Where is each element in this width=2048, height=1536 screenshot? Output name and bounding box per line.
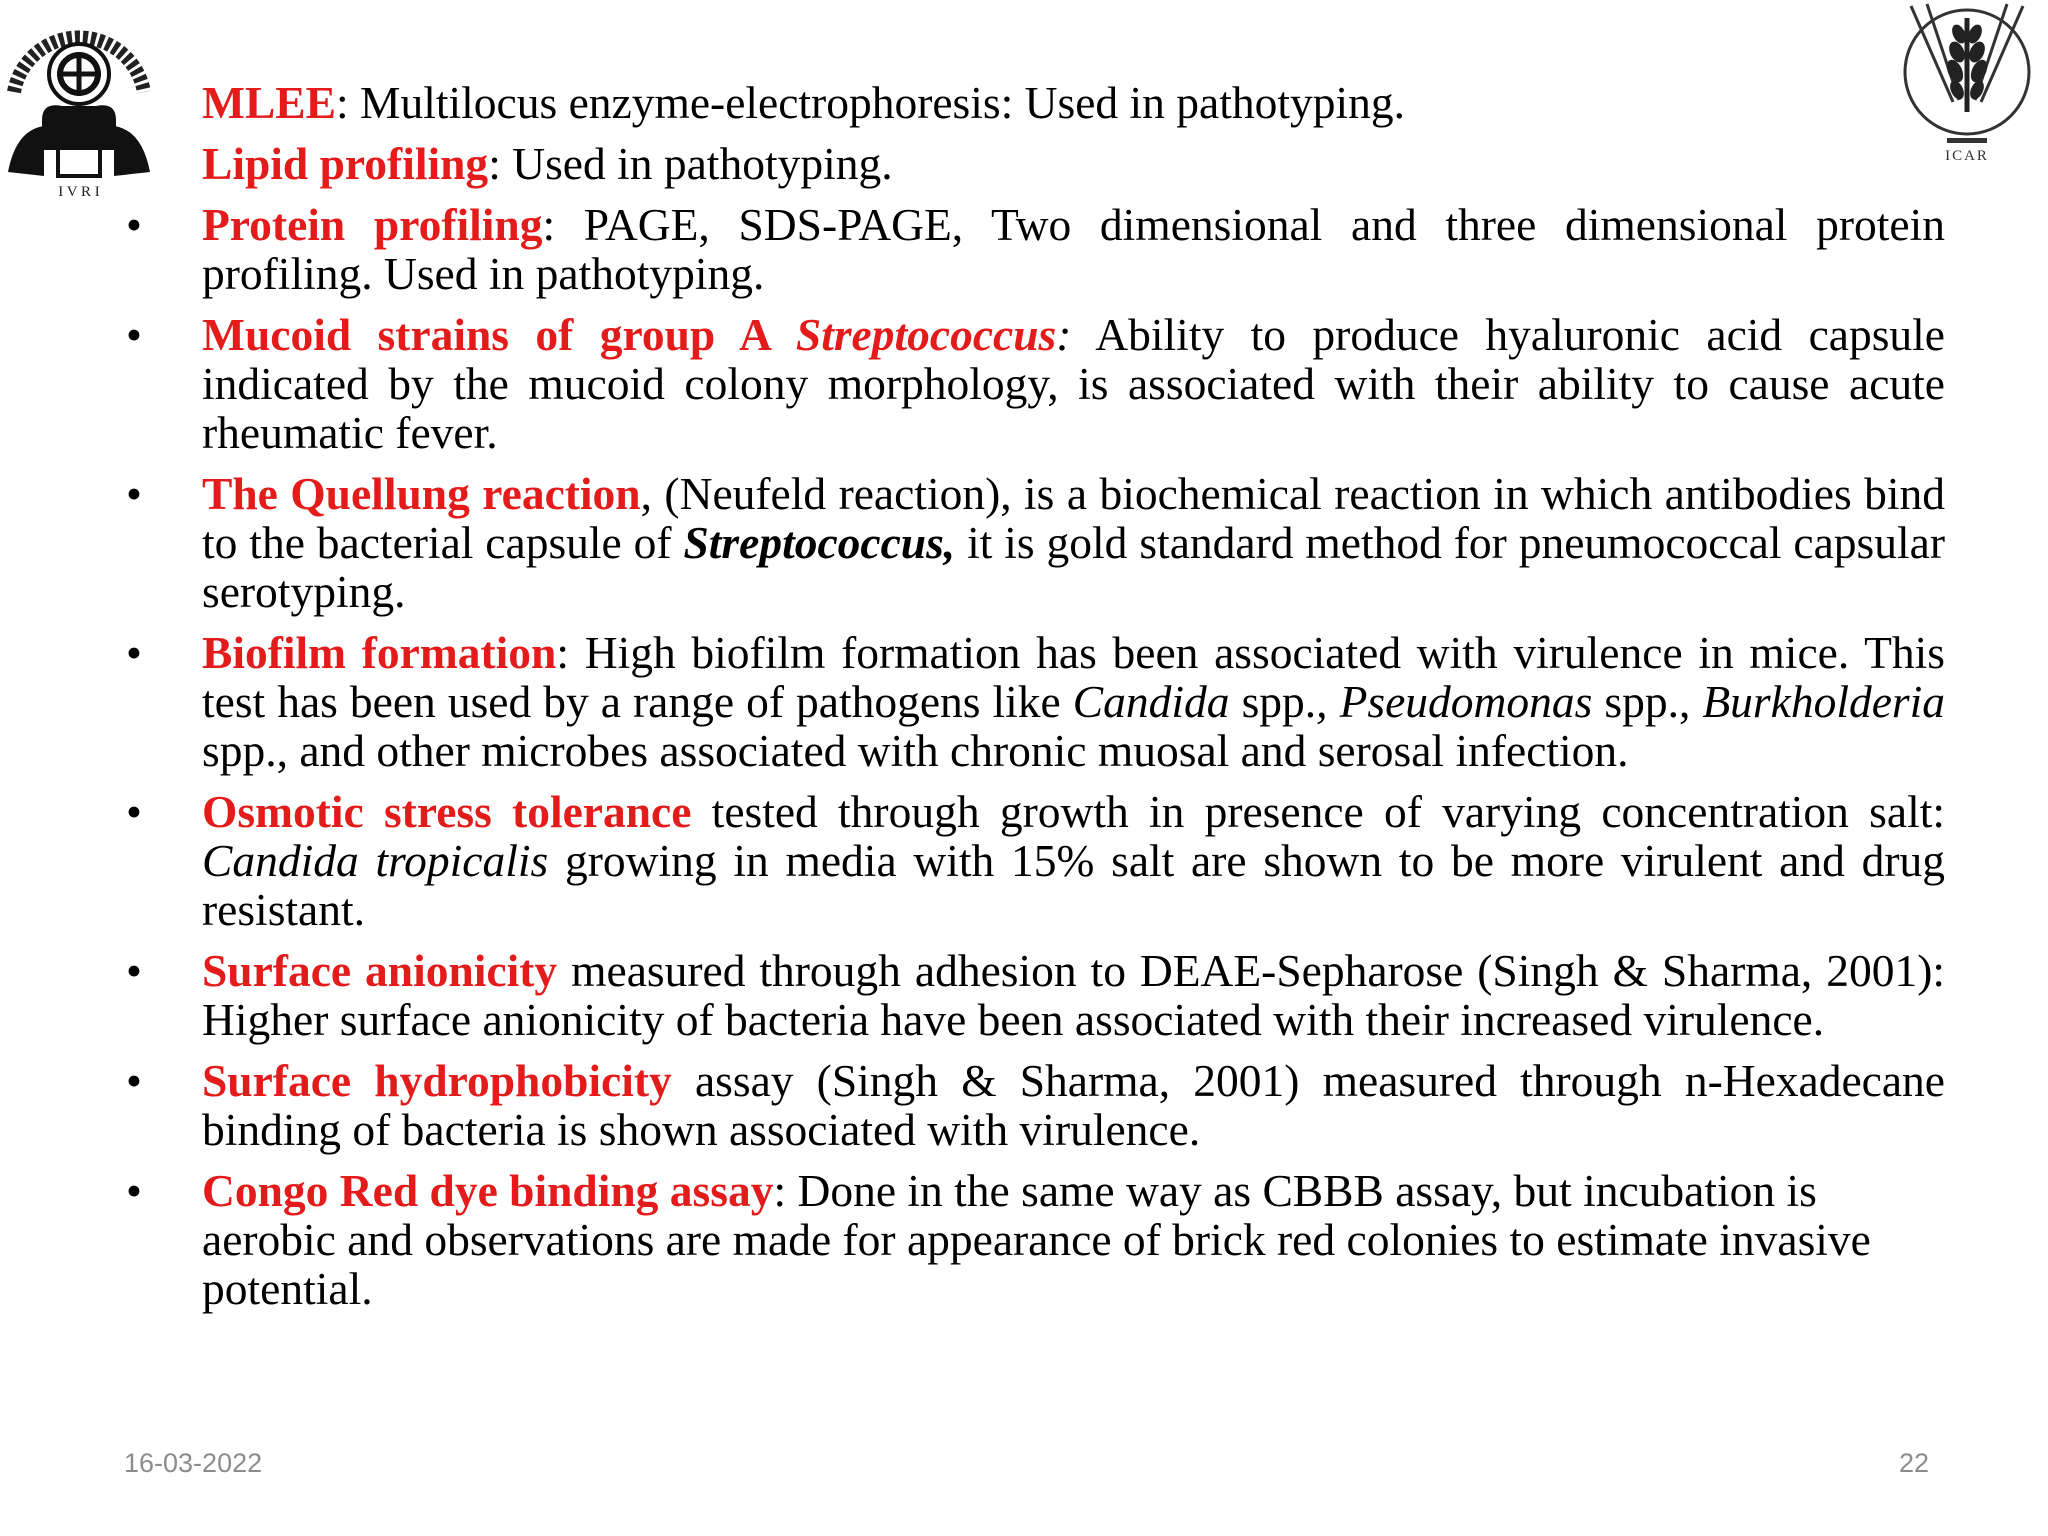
icar-caption: ICAR xyxy=(1945,148,1989,164)
text-span: Ability to produce hyaluronic acid capsule indicated by the mucoid colony morphology, is associated with their ability to cause acute rheumatic fever. xyxy=(202,309,1945,458)
text-span: tested through growth in presence of varying concentration salt: xyxy=(691,786,1945,837)
text-span: Candida tropicalis xyxy=(202,835,549,886)
bullet-marker: • xyxy=(126,199,142,250)
bullet-text xyxy=(202,1056,1945,1154)
term-highlight: Lipid profiling xyxy=(202,138,489,189)
bullet-marker: • xyxy=(126,627,142,678)
term-highlight: Congo Red dye binding assay xyxy=(202,1165,774,1216)
text-span: growing in media with 15% salt are shown to be more virulent and drug resistant. xyxy=(202,835,1945,935)
bullet-item xyxy=(110,1166,1945,1313)
bullet-marker xyxy=(110,139,202,188)
bullet-marker: • xyxy=(126,1165,142,1216)
bullet-text xyxy=(202,946,1945,1044)
bullet-text xyxy=(202,1166,1945,1313)
text-span: spp., and other microbes associated with chronic muosal and serosal infection. xyxy=(202,725,1629,776)
bullet-item xyxy=(110,310,1945,457)
text-span: assay (Singh & Sharma, 2001) measured through n-Hexadecane binding of bacteria is shown associated with virulence. xyxy=(202,1055,1945,1155)
term-highlight: Osmotic stress tolerance xyxy=(202,786,692,837)
bullet-item xyxy=(110,78,1945,127)
term-highlight: Mucoid strains of group A xyxy=(202,309,796,360)
text-span: spp. xyxy=(1229,676,1317,727)
bullet-item xyxy=(110,787,1945,934)
bullet-item xyxy=(110,469,1945,616)
slide-number: 22 xyxy=(1898,1448,1929,1478)
term-highlight: The Quellung reaction xyxy=(202,468,641,519)
bullet-marker xyxy=(110,78,202,127)
bullet-item xyxy=(110,946,1945,1044)
term-highlight: MLEE xyxy=(202,77,336,128)
text-span: : xyxy=(1056,309,1072,360)
bullet-list xyxy=(110,78,1945,1325)
text-span: Streptococcus, xyxy=(683,517,956,568)
text-span: it is gold standard method for pneumococcal capsular serotyping. xyxy=(202,517,1945,617)
term-highlight: Surface anionicity xyxy=(202,945,558,996)
text-span: , xyxy=(1316,676,1328,727)
bullet-marker: • xyxy=(126,945,142,996)
bullet-item xyxy=(110,628,1945,775)
text-span: : High biofilm formation has been associated with virulence in mice. This test has been used by a range of pathogens like xyxy=(202,627,1945,727)
bullet-text xyxy=(202,200,1945,298)
text-span xyxy=(1328,676,1340,727)
text-span: : PAGE, SDS-PAGE, Two dimensional and three dimensional protein profiling. Used in pathotyping. xyxy=(202,199,1945,299)
ivri-caption: I V R I xyxy=(58,184,100,200)
term-highlight: Surface hydrophobicity xyxy=(202,1055,672,1106)
slide-date: 16-03-2022 xyxy=(124,1448,263,1478)
text-span: Burkholderia xyxy=(1702,676,1946,727)
bullet-item xyxy=(110,200,1945,298)
bullet-marker: • xyxy=(126,1055,142,1106)
bullet-marker: • xyxy=(126,786,142,837)
term-highlight: Protein profiling xyxy=(202,199,543,250)
text-span: measured through adhesion to DEAE-Sepharose (Singh & Sharma, 2001): Higher surface anionicity of bacteria have been associated with their increased virulence. xyxy=(202,945,1945,1045)
bullet-item xyxy=(110,1056,1945,1154)
bullet-item xyxy=(110,139,1945,188)
bullet-text xyxy=(202,78,1945,127)
text-span: , (Neufeld reaction), is a biochemical reaction in which antibodies bind to the bacterial capsule of xyxy=(202,468,1945,568)
bullet-text xyxy=(202,628,1945,775)
text-span: Candida xyxy=(1072,676,1230,727)
text-span: : Done in the same way as CBBB assay, but incubation is aerobic and observations are made for appearance of brick red colonies to estimate invasive potential. xyxy=(202,1165,1871,1314)
text-span: spp., xyxy=(1592,676,1703,727)
bullet-text xyxy=(202,310,1945,457)
text-span: Pseudomonas xyxy=(1339,676,1593,727)
term-highlight: Biofilm formation xyxy=(202,627,557,678)
bullet-text xyxy=(202,139,1945,188)
bullet-text xyxy=(202,787,1945,934)
text-span: : Used in pathotyping. xyxy=(488,138,893,189)
bullet-marker: • xyxy=(126,468,142,519)
text-span: : Multilocus enzyme-electrophoresis: Used in pathotyping. xyxy=(336,77,1406,128)
bullet-marker: • xyxy=(126,309,142,360)
bullet-text xyxy=(202,469,1945,616)
term-highlight: Streptococcus xyxy=(795,309,1057,360)
